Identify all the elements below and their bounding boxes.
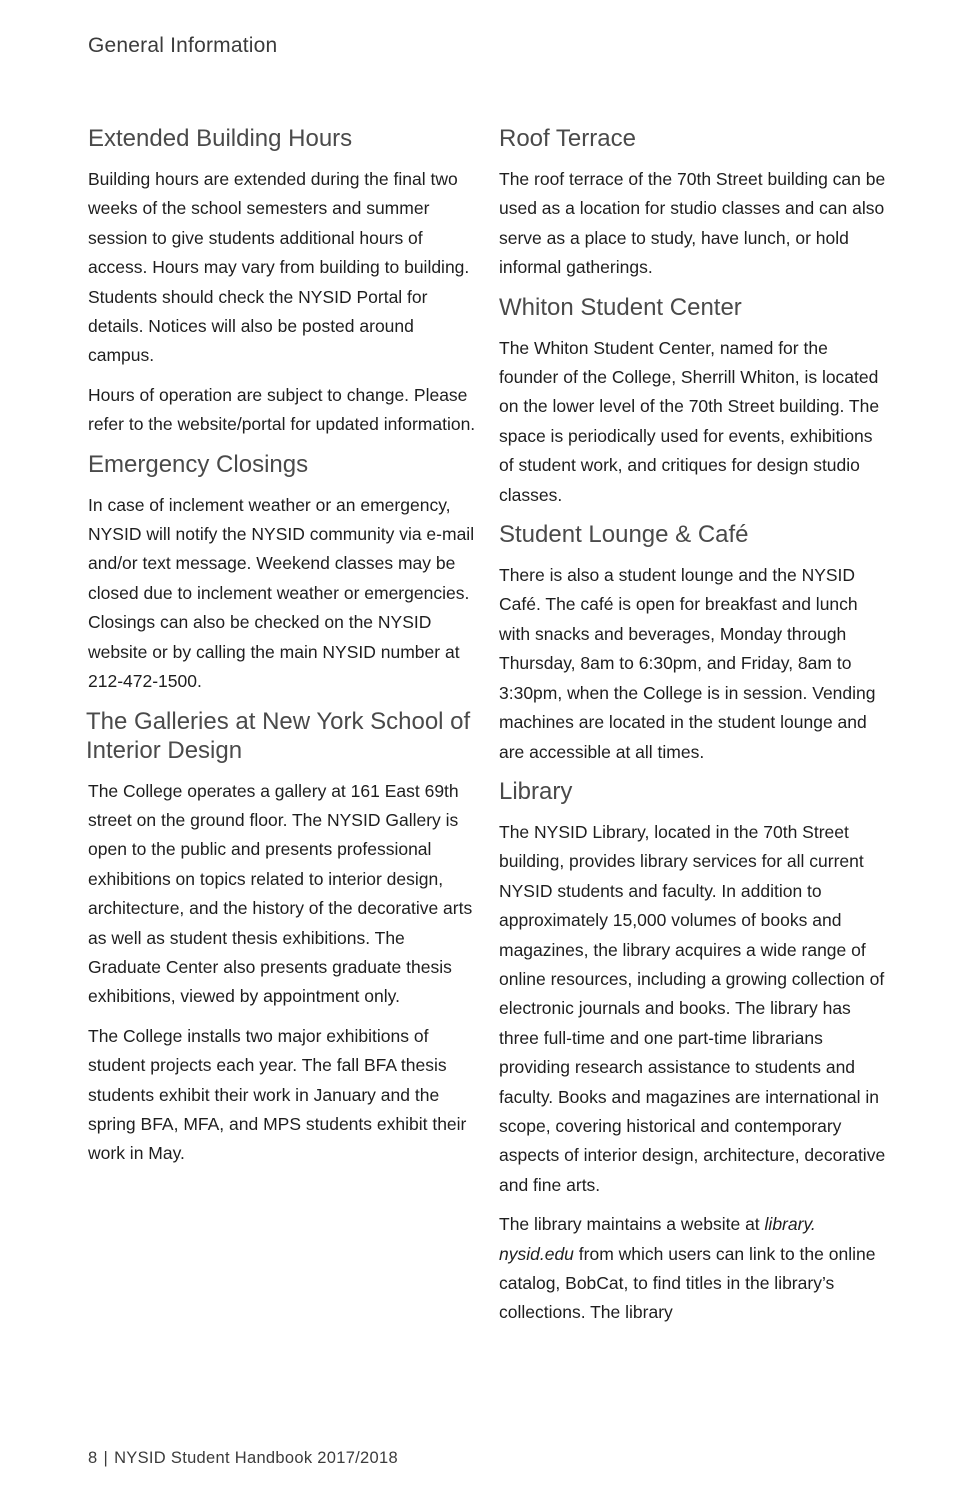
page-footer	[88, 1449, 398, 1468]
paragraph: Hours of operation are subject to change. Please refer to the website/portal for updated information.	[88, 384, 476, 435]
right-column	[499, 124, 891, 1338]
section-galleries	[88, 707, 480, 1169]
section-heading: Extended Building Hours	[88, 125, 353, 152]
section-heading: Library	[499, 777, 573, 805]
paragraph: The NYSID Library, located in the 70th Street building, provides library services for all current NYSID students and faculty. In addition to approximately 15,000 volumes of books and magazines, the library acquires a wide range of online resources, including a growing collection of electronic journals and books. The library has three full-time and one part-time librarians providing research assistance to students and faculty. Books and magazines are international in scope, covering historical and contemporary aspects of interior design, architecture, decorative and fine arts.	[499, 821, 886, 1195]
paragraph: In case of inclement weather or an emergency, NYSID will notify the NYSID community via e-mail and/or text message. Weekend classes may be closed due to inclement weather or emergencies. Closings can also be checked on the NYSID website or by calling the main NYSID number at 212-472-1500.	[88, 494, 475, 692]
text-fragment: The library maintains a website at	[499, 1214, 765, 1235]
paragraph	[499, 1210, 891, 1328]
running-header: General Information	[88, 34, 278, 57]
paragraph: Building hours are extended during the final two weeks of the school semesters and summer session to give students additional hours of access. Hours may vary from building to building. Students should check the NYSID Portal for details. Notices will also be posted around campus.	[88, 169, 470, 366]
page-number: 8	[88, 1449, 98, 1467]
section-emergency-closings	[88, 450, 480, 697]
paragraph: The College installs two major exhibitions of student projects each year. The fall BFA thesis students exhibit their work in January and the spring BFA, MFA, and MPS students exhibit their work in May.	[88, 1025, 467, 1164]
section-roof-terrace	[499, 124, 891, 283]
section-extended-building-hours	[88, 124, 480, 440]
section-heading: Roof Terrace	[499, 125, 636, 152]
section-student-lounge-cafe	[499, 520, 891, 767]
footer-separator: |	[103, 1449, 109, 1467]
paragraph: The College operates a gallery at 161 East 69th street on the ground floor. The NYSID Gallery is open to the public and presents professional exhibitions on topics related to interior design, architecture, and the history of the decorative arts as well as student thesis exhibitions. The Graduate Center also presents graduate thesis exhibitions, viewed by appointment only.	[88, 780, 473, 1007]
paragraph: The roof terrace of the 70th Street building can be used as a location for studio classes and can also serve as a place to study, have lunch, or hold informal gatherings.	[499, 169, 886, 278]
publication-title: NYSID Student Handbook 2017/2018	[114, 1449, 398, 1467]
paragraph: The Whiton Student Center, named for the founder of the College, Sherrill Whiton, is located on the lower level of the 70th Street building. The space is periodically used for events, exhibitions of student work, and critiques for design studio classes.	[499, 337, 880, 505]
text-fragment: from which users can link to the online catalog, BobCat, to find titles in the library’s collections. The library	[499, 1243, 876, 1323]
section-library	[499, 777, 891, 1328]
paragraph: There is also a student lounge and the NYSID Café. The café is open for breakfast and lunch with snacks and beverages, Monday through Thursday, 8am to 6:30pm, and Friday, 8am to 3:30pm, when the College is in session. Vending machines are located in the student lounge and are accessible at all times.	[499, 565, 876, 762]
section-whiton-student-center	[499, 293, 891, 510]
library-website-link[interactable]: library. nysid.edu	[499, 1214, 816, 1264]
section-heading: Student Lounge & Café	[499, 521, 749, 549]
section-heading: The Galleries at New York School of Interior Design	[86, 707, 471, 764]
section-heading: Whiton Student Center	[499, 293, 742, 321]
left-column	[88, 124, 480, 1179]
section-heading: Emergency Closings	[88, 450, 309, 478]
